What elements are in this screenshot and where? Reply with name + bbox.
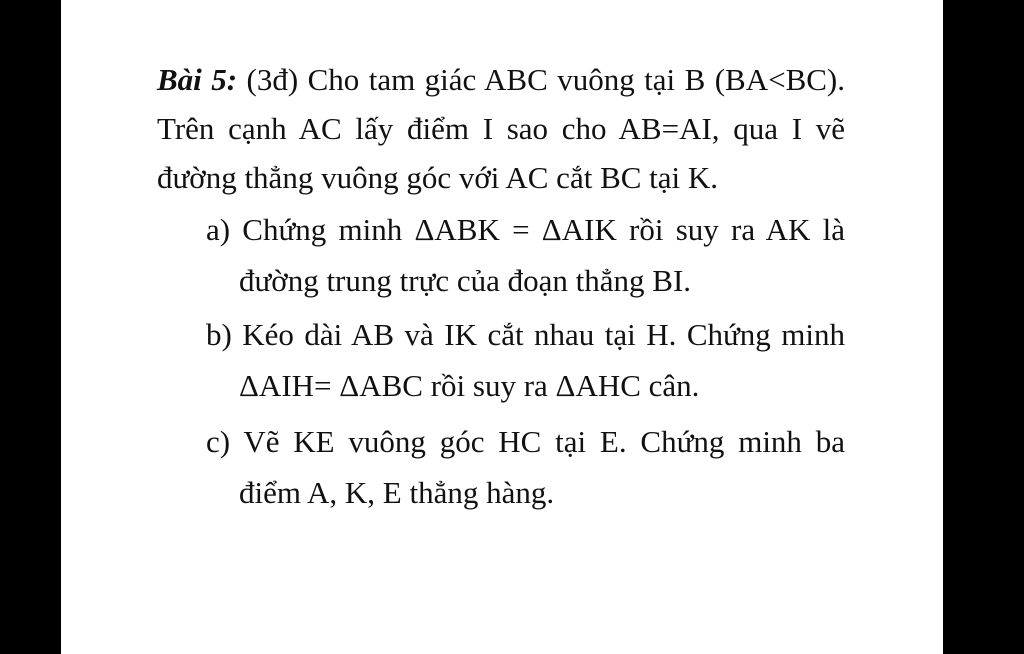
document-page — [61, 0, 943, 654]
problem-statement — [157, 55, 845, 202]
problem-text: Cho tam giác ABC vuông tại B (BA<BC). Trên cạnh AC lấy điểm I sao cho AB=AI, qua I vẽ đường thẳng vuông góc với AC cắt BC tại K. — [157, 62, 846, 195]
part-b: b) Kéo dài AB và IK cắt nhau tại H. Chứng minh ΔAIH= ΔABC rồi suy ra ΔAHC cân. — [206, 317, 845, 403]
exercise-content — [157, 55, 845, 518]
problem-points: (3đ) — [246, 62, 299, 97]
part-a: a) Chứng minh ΔABK = ΔAIK rồi suy ra AK là đường trung trực của đoạn thẳng BI. — [206, 212, 845, 298]
part-c: c) Vẽ KE vuông góc HC tại E. Chứng minh ba điểm A, K, E thẳng hàng. — [206, 424, 845, 510]
problem-label: Bài 5: — [157, 62, 238, 97]
